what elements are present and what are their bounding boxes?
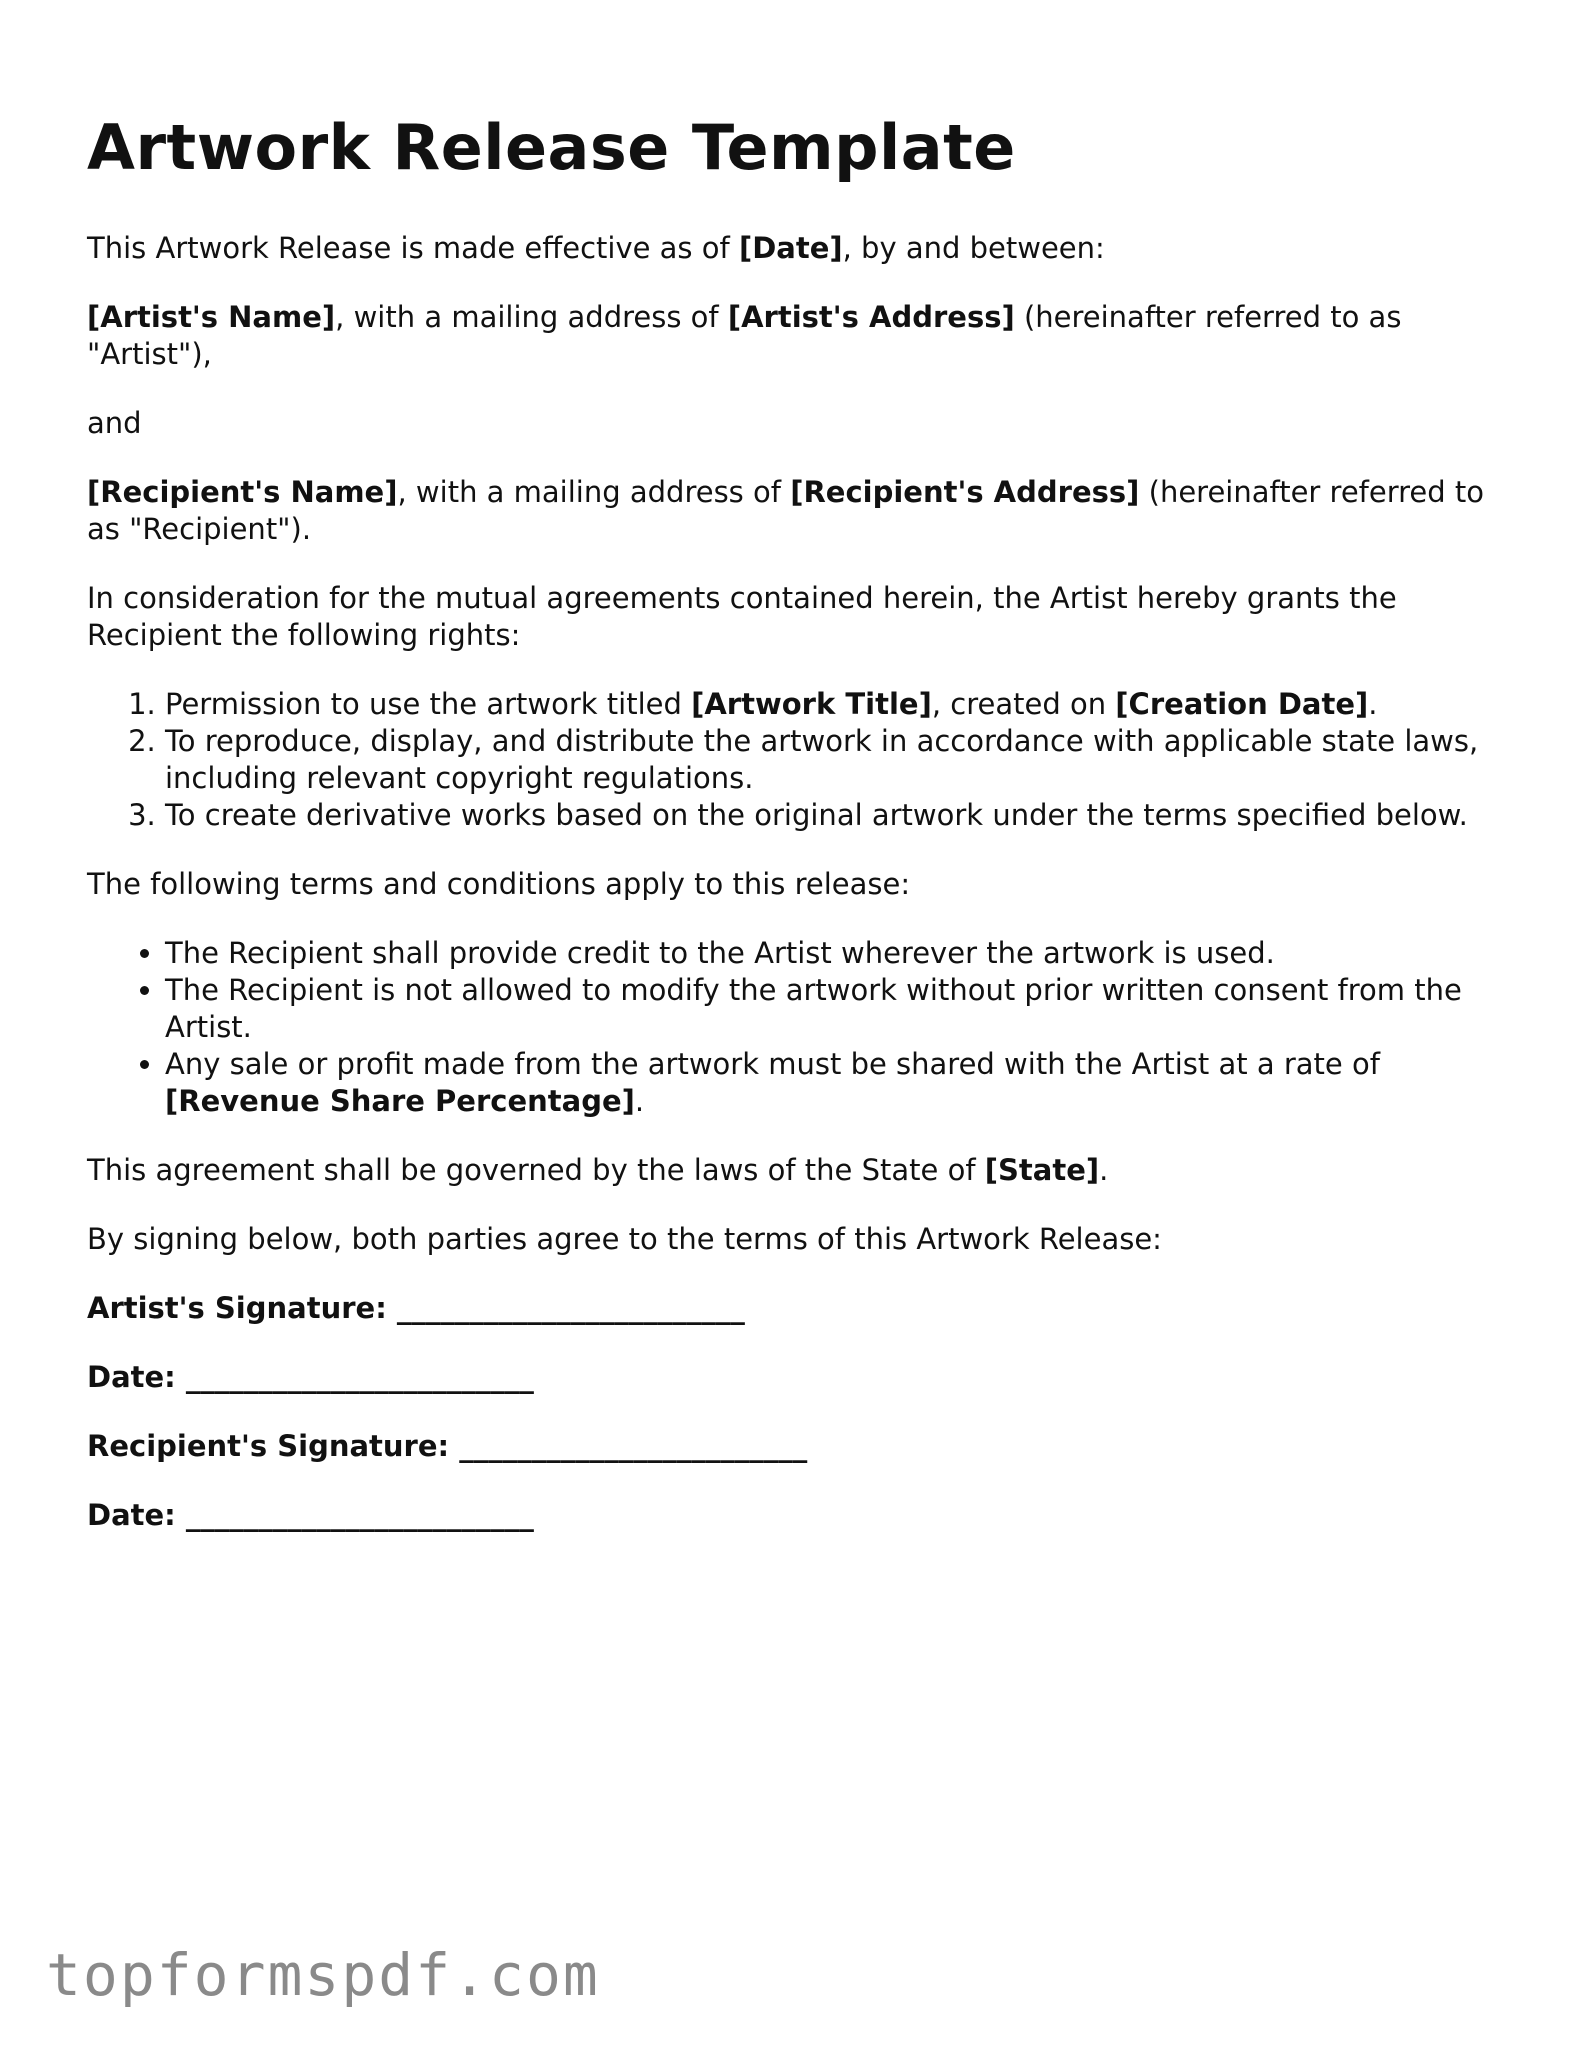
grant-paragraph: In consideration for the mutual agreements contained herein, the Artist hereby grants the Recipient the following rights:	[87, 581, 1397, 652]
rights-list-item: 2. To reproduce, display, and distribute the artwork in accordance with applicable state laws, including relevant copyright regulations.	[165, 723, 1507, 797]
terms-intro-paragraph: The following terms and conditions apply to this release:	[87, 867, 911, 901]
recipient-date-line[interactable]: Date: ________________________	[87, 1498, 534, 1532]
recipient-party-text-end: (hereinafter referred to as "Recipient").	[87, 475, 1485, 546]
effective-date-placeholder: [Date]	[738, 231, 843, 265]
recipient-signature-line[interactable]: Recipient's Signature: ________________________	[87, 1429, 808, 1463]
artist-party-text-end: (hereinafter referred to as "Artist"),	[87, 300, 1402, 371]
governing-text: This agreement shall be governed by the laws of the State of	[87, 1153, 985, 1187]
state-placeholder: [State]	[984, 1153, 1100, 1187]
recipient-party-text: , with a mailing address of	[397, 475, 791, 509]
term-text: .	[634, 1084, 645, 1118]
recipient-party-paragraph	[87, 474, 1507, 548]
revenue-share-placeholder: [Revenue Share Percentage]	[165, 1084, 635, 1118]
terms-list-item	[165, 1046, 1507, 1120]
governing-text-end: .	[1099, 1153, 1109, 1187]
artist-address-placeholder: [Artist's Address]	[727, 300, 1015, 334]
rights-list-item	[165, 686, 1507, 723]
document-title: Artwork Release Template	[87, 111, 1016, 184]
term-text: Any sale or profit made from the artwork must be shared with the Artist at a rate of	[165, 1047, 1380, 1081]
right-text: , created on	[931, 687, 1116, 721]
right-text: Permission to use the artwork titled	[165, 687, 692, 721]
signing-intro-paragraph: By signing below, both parties agree to the terms of this Artwork Release:	[87, 1222, 1162, 1256]
recipient-address-placeholder: [Recipient's Address]	[790, 475, 1140, 509]
watermark-text: topformspdf.com	[46, 1941, 600, 2009]
artist-party-paragraph	[87, 299, 1507, 373]
governing-law-paragraph	[87, 1152, 1507, 1189]
artist-date-line[interactable]: Date: ________________________	[87, 1360, 534, 1394]
artwork-title-placeholder: [Artwork Title]	[691, 687, 932, 721]
artist-party-text: , with a mailing address of	[335, 300, 728, 334]
intro-text-end: , by and between:	[842, 231, 1105, 265]
terms-list-item: • The Recipient is not allowed to modify the artwork without prior written consent from the Artist.	[165, 972, 1507, 1046]
intro-text: This Artwork Release is made effective as of	[87, 231, 739, 265]
terms-list	[87, 935, 1507, 1120]
rights-list-item: 3. To create derivative works based on the original artwork under the terms specified below.	[165, 797, 1507, 834]
rights-list	[87, 686, 1507, 834]
artist-signature-line[interactable]: Artist's Signature: ________________________	[87, 1291, 745, 1325]
artist-name-placeholder: [Artist's Name]	[87, 300, 336, 334]
intro-paragraph	[87, 230, 1507, 267]
creation-date-placeholder: [Creation Date]	[1115, 687, 1369, 721]
terms-list-item: • The Recipient shall provide credit to the Artist wherever the artwork is used.	[165, 935, 1507, 972]
recipient-name-placeholder: [Recipient's Name]	[87, 475, 398, 509]
document-page	[87, 108, 1507, 1566]
right-text: .	[1368, 687, 1378, 721]
and-paragraph: and	[87, 406, 142, 440]
